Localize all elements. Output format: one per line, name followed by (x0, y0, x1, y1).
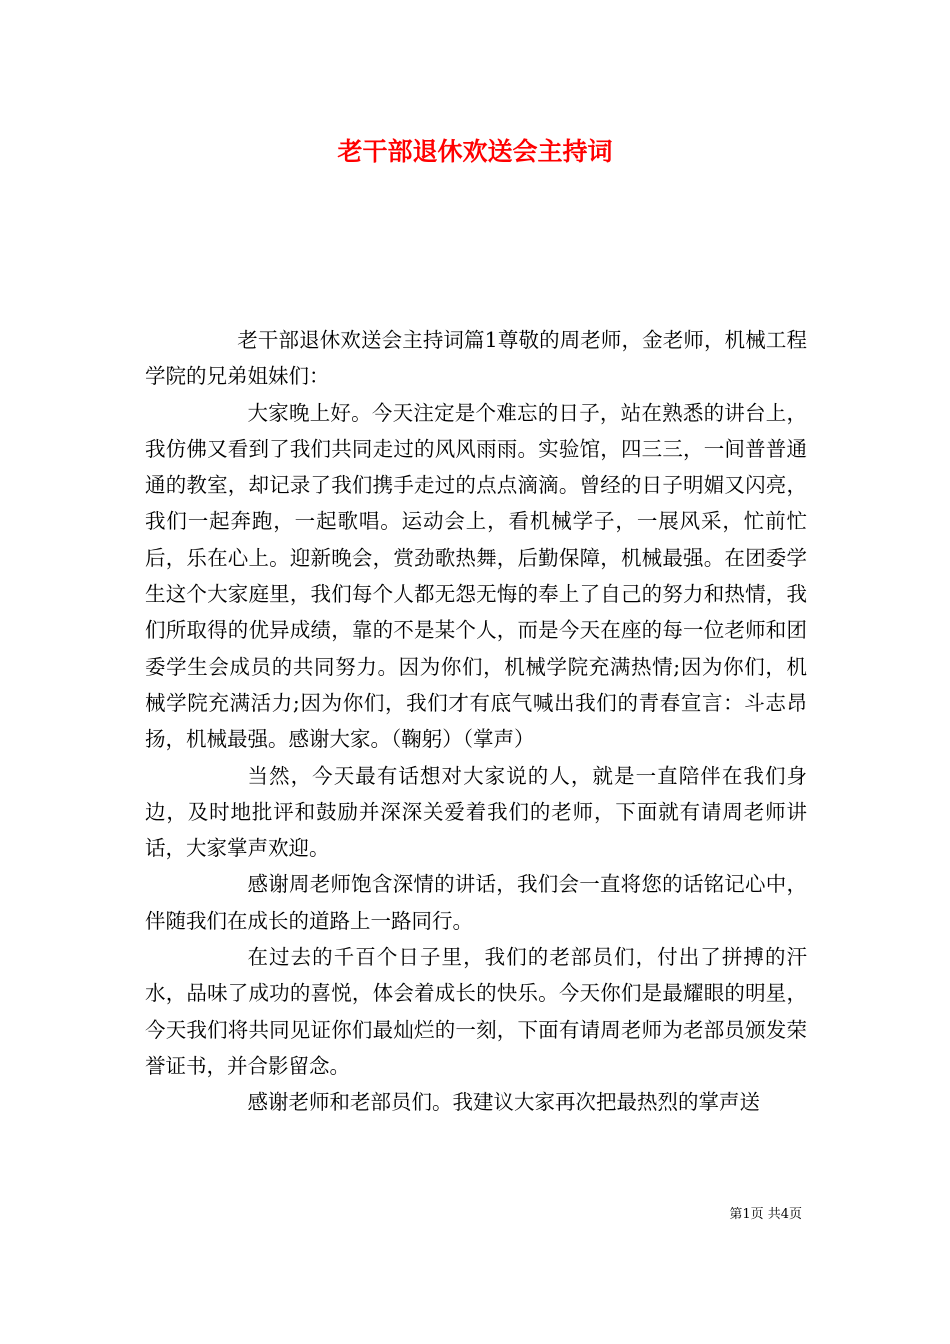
paragraph-opening: 大家晚上好。今天注定是个难忘的日子，站在熟悉的讲台上，我仿佛又看到了我们共同走过的风风雨雨。实验馆，四三三，一间普普通通的教室，却记录了我们携手走过的点点滴滴。曾经的日子明媚又闪亮，我们一起奔跑，一起歌唱。运动会上，看机械学子，一展风采，忙前忙后，乐在心上。迎新晚会，赏劲歌热舞，后勤保障，机械最强。在团委学生这个大家庭里，我们每个人都无怨无悔的奉上了自己的努力和热情，我们所取得的优异成绩，靠的不是某个人，而是今天在座的每一位老师和团委学生会成员的共同努力。因为你们，机械学院充满热情;因为你们，机械学院充满活力;因为你们，我们才有底气喊出我们的青春宣言：斗志昂扬，机械最强。感谢大家。（鞠躬）（掌声） (145, 400, 807, 752)
document-body (145, 322, 807, 1121)
paragraph-honor-members: 在过去的千百个日子里，我们的老部员们，付出了拼搏的汗水，品味了成功的喜悦，体会着成长的快乐。今天你们是最耀眼的明星，今天我们将共同见证你们最灿烂的一刻，下面有请周老师为老部员颁发荣誉证书，并合影留念。 (145, 945, 807, 1078)
paragraph-greeting: 老干部退休欢送会主持词篇1尊敬的周老师，金老师，机械工程学院的兄弟姐妹们： (145, 328, 807, 389)
paragraph-teacher-intro: 当然，今天最有话想对大家说的人，就是一直陪伴在我们身边，及时地批评和鼓励并深深关爱着我们的老师，下面就有请周老师讲话，大家掌声欢迎。 (145, 763, 807, 861)
paragraph-closing: 感谢老师和老部员们。我建议大家再次把最热烈的掌声送 (247, 1090, 760, 1115)
paragraph-thanks-teacher: 感谢周老师饱含深情的讲话，我们会一直将您的话铭记心中，伴随我们在成长的道路上一路同行。 (145, 872, 807, 933)
page-number-footer: 第1页 共4页 (729, 1207, 802, 1222)
document-title: 老干部退休欢送会主持词 (337, 137, 613, 166)
